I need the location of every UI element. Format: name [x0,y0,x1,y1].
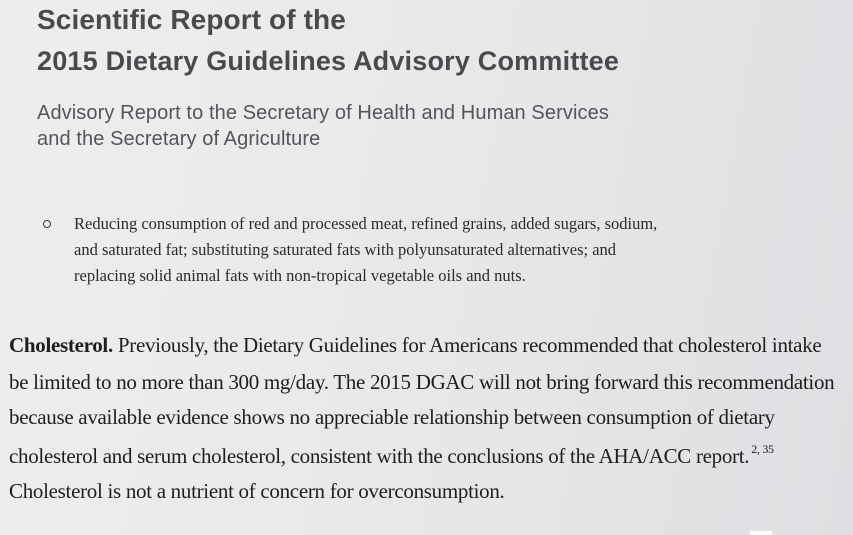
report-title-line-2: 2015 Dietary Guidelines Advisory Committee [37,46,620,76]
cholesterol-line-1-text: Previously, the Dietary Guidelines for Americans recommended that cholesterol intake [112,333,822,357]
cholesterol-paragraph-line-2: be limited to no more than 300 mg/day. The 2015 DGAC will not bring forward this recommendation [9,370,835,394]
cholesterol-paragraph-line-3: because available evidence shows no appreciable relationship between consumption of dietary [9,405,775,429]
citation-superscript: 2, 35 [751,442,774,456]
cholesterol-lead-heading: Cholesterol. [9,333,113,357]
hollow-circle-bullet-icon [43,220,51,228]
report-title-line-1: Scientific Report of the [37,4,346,35]
cholesterol-paragraph-line-4 [9,442,774,469]
bullet-text-line-2: and saturated fat; substituting saturated fats with polyunsaturated alternatives; and [74,240,617,259]
cholesterol-paragraph-line-5: Cholesterol is not a nutrient of concern for overconsumption. [9,479,505,503]
cholesterol-line-4-text: cholesterol and serum cholesterol, consistent with the conclusions of the AHA/ACC report. [9,444,750,468]
bullet-text-line-3: replacing solid animal fats with non-tropical vegetable oils and nuts. [74,266,526,285]
report-subtitle-line-1: Advisory Report to the Secretary of Health and Human Services [37,102,609,124]
bullet-text-line-1: Reducing consumption of red and processed meat, refined grains, added sugars, sodium, [74,214,658,233]
corner-light-mark [750,531,772,535]
report-subtitle-line-2: and the Secretary of Agriculture [37,128,321,150]
cholesterol-paragraph-line-1 [9,333,821,358]
